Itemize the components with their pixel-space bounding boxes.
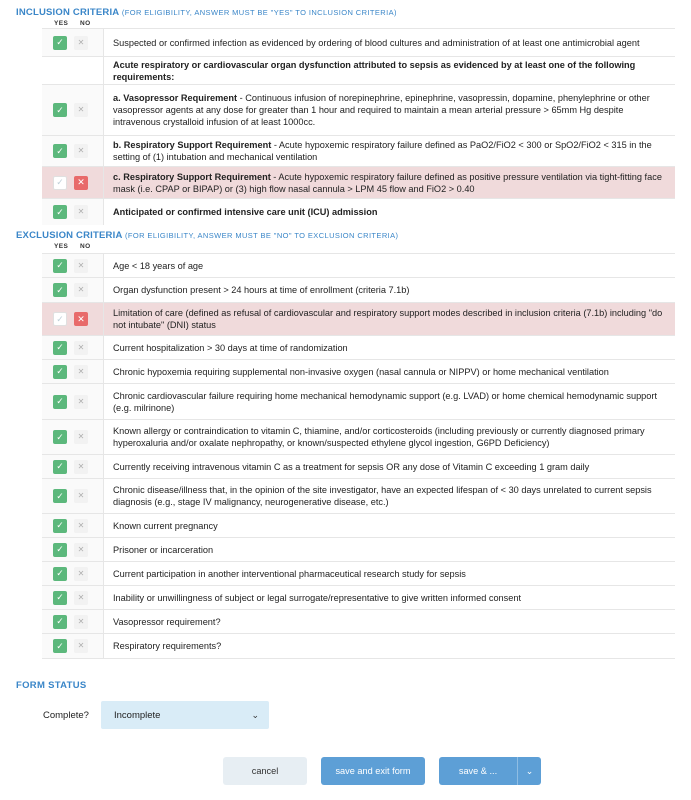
chevron-down-icon: ⌄ [251,709,259,720]
criterion-text: Known current pregnancy [113,520,218,531]
yes-checkbox[interactable]: ✓ [53,312,67,326]
no-checkbox[interactable]: ✕ [74,615,88,629]
criterion-text: a. Vasopressor Requirement - Continuous infusion of norepinephrine, epinephrine, vasopressin, dopamine, phenylephrine or other vasopressor agents at any dose for greater than 1 hour and required to maintain a mean arterial pressure > 65mm Hg despite intravenous crystalloid infusion of at least 1000cc. [113,93,650,127]
yes-checkbox-checked[interactable]: ✓ [53,615,67,629]
no-checkbox-checked[interactable]: ✕ [74,312,88,326]
no-checkbox[interactable]: ✕ [74,460,88,474]
exclusion-note: (FOR ELIGIBILITY, ANSWER MUST BE "NO" TO EXCLUSION CRITERIA) [125,231,399,240]
no-checkbox[interactable]: ✕ [74,36,88,50]
no-checkbox[interactable]: ✕ [74,259,88,273]
criterion-text: Age < 18 years of age [113,260,204,271]
no-checkbox[interactable]: ✕ [74,395,88,409]
criterion-text: Chronic cardiovascular failure requiring home mechanical hemodynamic support (e.g. LVAD) or home chemical hemodynamic support (e.g. milrinone) [113,390,658,413]
yes-checkbox-checked[interactable]: ✓ [53,591,67,605]
criterion-text: Chronic hypoxemia requiring supplemental non-invasive oxygen (nasal cannula or NIPPV) or home mechanical ventilation [113,366,609,377]
yes-checkbox-checked[interactable]: ✓ [53,103,67,117]
no-checkbox[interactable]: ✕ [74,283,88,297]
no-checkbox-checked[interactable]: ✕ [74,176,88,190]
inclusion-yes-header: YES [54,20,69,27]
yes-checkbox-checked[interactable]: ✓ [53,395,67,409]
save-split-button[interactable] [439,757,541,785]
complete-select-value: Incomplete [114,709,161,721]
exclusion-row [42,278,675,303]
inclusion-group-header-row [42,57,675,85]
criterion-text: Known allergy or contraindication to vitamin C, thiamine, and/or corticosteroids (including previously or currently diagnosed primary hyperoxaluria and/or oxalate nephropathy, or known/suspected ethylene glycol ingestion, G6PD Deficiency) [113,426,645,448]
exclusion-row [42,253,675,278]
no-checkbox[interactable]: ✕ [74,639,88,653]
exclusion-row [42,514,675,538]
no-checkbox[interactable]: ✕ [74,543,88,557]
exclusion-row-no [42,303,675,336]
complete-label: Complete? [43,710,89,721]
yes-checkbox-checked[interactable]: ✓ [53,205,67,219]
criterion-text: Chronic disease/illness that, in the opinion of the site investigator, have an expected lifespan of < 30 days unrelated to current sepsis diagnosis (e.g., stage IV malignancy, neurogenerative disease, etc.) [113,485,652,507]
complete-select[interactable] [101,701,269,729]
no-checkbox[interactable]: ✕ [74,365,88,379]
criterion-text: Inability or unwillingness of subject or legal surrogate/representative to give written informed consent [113,592,522,603]
yes-checkbox-checked[interactable]: ✓ [53,543,67,557]
exclusion-row [42,634,675,659]
inclusion-criteria-list [42,28,675,225]
exclusion-yes-header: YES [54,243,69,250]
inclusion-row [42,199,675,225]
inclusion-row [42,85,675,136]
yes-checkbox-checked[interactable]: ✓ [53,36,67,50]
exclusion-row [42,562,675,586]
no-checkbox[interactable]: ✕ [74,519,88,533]
criterion-text: c. Respiratory Support Requirement - Acute hypoxemic respiratory failure defined as positive pressure ventilation via tight-fitting face mask (i.e. CPAP or BIPAP) or (3) high flow nasal cannula > LPM 45 flow and FiO2 > 0.40 [113,171,662,194]
exclusion-no-header: NO [80,243,91,250]
criterion-text: Currently receiving intravenous vitamin C as a treatment for sepsis OR any dose of Vitamin C exceeding 1 gram daily [113,461,590,472]
exclusion-row [42,384,675,420]
exclusion-criteria-title [16,230,398,241]
criterion-text: Vasopressor requirement? [113,616,221,627]
yes-checkbox-checked[interactable]: ✓ [53,639,67,653]
exclusion-row [42,420,675,455]
yes-checkbox-checked[interactable]: ✓ [53,519,67,533]
yes-checkbox-checked[interactable]: ✓ [53,144,67,158]
no-checkbox[interactable]: ✕ [74,205,88,219]
cancel-button[interactable]: cancel [223,757,307,785]
save-more-button[interactable]: save & ... [458,766,498,776]
yes-checkbox[interactable]: ✓ [53,176,67,190]
exclusion-row [42,610,675,634]
chevron-down-icon[interactable]: ⌄ [525,765,534,776]
exclusion-row [42,479,675,514]
criterion-text: Organ dysfunction present > 24 hours at time of enrollment (criteria 7.1b) [113,285,410,295]
exclusion-row [42,336,675,360]
criterion-text: Limitation of care (defined as refusal of cardiovascular and respiratory support modes described in inclusion criteria (7.1b) including "do not intubate" (DNI) status [113,308,663,330]
yes-checkbox-checked[interactable]: ✓ [53,430,67,444]
no-checkbox[interactable]: ✕ [74,341,88,355]
exclusion-row [42,538,675,562]
inclusion-row [42,136,675,167]
no-checkbox[interactable]: ✕ [74,103,88,117]
criterion-text: b. Respiratory Support Requirement - Acute hypoxemic respiratory failure defined as PaO2/FiO2 < 300 or SpO2/FiO2 < 315 in the setting of (1) intubation and mechanical ventilation [113,140,652,162]
yes-checkbox-checked[interactable]: ✓ [53,460,67,474]
no-checkbox[interactable]: ✕ [74,567,88,581]
form-status-title: FORM STATUS [16,680,87,691]
no-checkbox[interactable]: ✕ [74,591,88,605]
yes-checkbox-checked[interactable]: ✓ [53,365,67,379]
yes-checkbox-checked[interactable]: ✓ [53,567,67,581]
criterion-text: Anticipated or confirmed intensive care unit (ICU) admission [113,207,378,217]
criterion-text: Current participation in another interventional pharmaceutical research study for sepsis [113,568,466,579]
exclusion-title-text: EXCLUSION CRITERIA [16,230,123,241]
inclusion-note: (FOR ELIGIBILITY, ANSWER MUST BE "YES" TO INCLUSION CRITERIA) [121,8,397,17]
yes-checkbox-checked[interactable]: ✓ [53,283,67,297]
criterion-group-heading: Acute respiratory or cardiovascular organ dysfunction attributed to sepsis as evidenced by at least one of the following requirements: [113,59,636,82]
no-checkbox[interactable]: ✕ [74,489,88,503]
inclusion-title-text: INCLUSION CRITERIA [16,7,119,18]
inclusion-criteria-title [16,7,397,18]
exclusion-row [42,586,675,610]
criterion-text: Suspected or confirmed infection as evidenced by ordering of blood cultures and administration of at least one antimicrobial agent [113,37,640,48]
yes-checkbox-checked[interactable]: ✓ [53,341,67,355]
criterion-text: Prisoner or incarceration [113,544,214,555]
exclusion-criteria-list [42,253,675,659]
yes-checkbox-checked[interactable]: ✓ [53,259,67,273]
inclusion-row-no [42,167,675,199]
no-checkbox[interactable]: ✕ [74,430,88,444]
save-and-exit-button[interactable]: save and exit form [321,757,425,785]
yes-checkbox-checked[interactable]: ✓ [53,489,67,503]
inclusion-row [42,28,675,57]
criterion-text: Current hospitalization > 30 days at time of randomization [113,342,348,353]
criterion-text: Respiratory requirements? [113,641,222,651]
exclusion-row [42,360,675,384]
no-checkbox[interactable]: ✕ [74,144,88,158]
exclusion-row [42,455,675,479]
inclusion-no-header: NO [80,20,91,27]
